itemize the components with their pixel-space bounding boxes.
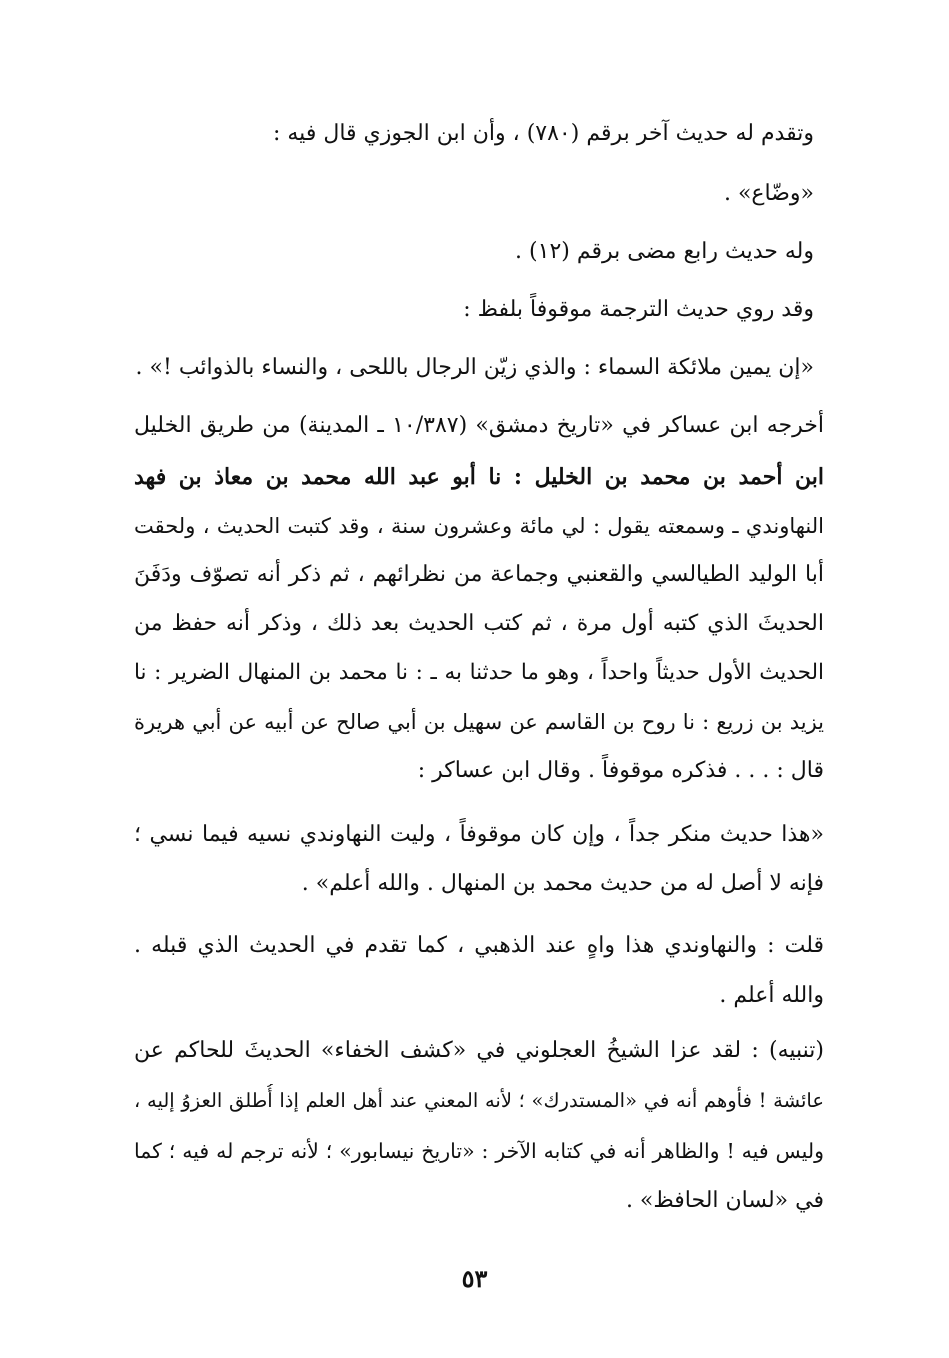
text-line-21: في «لسان الحافظ» .	[625, 1188, 824, 1213]
text-line-14: «هذا حديث منكر جداً ، وإن كان موقوفاً ، وليت النهاوندي نسيه فيما نسي ؛	[134, 822, 824, 847]
text-line-7: ابن أحمد بن محمد بن الخليل : نا أبو عبد الله محمد بن معاذ بن فهد	[134, 464, 824, 490]
text-line-2: «وضّاع» .	[723, 181, 814, 206]
text-line-13: قال : . . . فذكره موقوفاً . وقال ابن عساكر :	[417, 758, 824, 783]
text-line-16: قلت : والنهاوندي هذا واهٍ عند الذهبي ، كما تقدم في الحديث الذي قبله .	[134, 933, 824, 958]
text-line-18: (تنبيه) : لقد عزا الشيخُ العجلوني في «كشف الخفاء» الحديثَ للحاكم عن	[134, 1038, 824, 1063]
text-line-12: يزيد بن زريع : نا روح بن القاسم عن سهيل بن أبي صالح عن أبيه عن أبي هريرة	[134, 710, 824, 734]
text-line-20: وليس فيه ! والظاهر أنه في كتابه الآخر : «تاريخ نيسابور» ؛ لأنه ترجم له فيه ؛ كما	[134, 1139, 824, 1163]
text-line-5: «إن يمين ملائكة السماء : والذي زيّن الرجال باللحى ، والنساء بالذوائب !» .	[135, 355, 814, 380]
text-line-17: والله أعلم .	[719, 983, 824, 1008]
text-line-4: وقد روي حديث الترجمة موقوفاً بلفظ :	[463, 297, 814, 322]
text-line-6: أخرجه ابن عساكر في «تاريخ دمشق» (١٠/٣٨٧ ـ المدينة) من طريق الخليل	[134, 413, 824, 438]
text-line-1: وتقدم له حديث آخر برقم (٧٨٠) ، وأن ابن الجوزي قال فيه :	[272, 121, 814, 146]
text-line-9: أبا الوليد الطيالسي والقعنبي وجماعة من نظرائهم ، ثم ذكر أنه تصوّف ودَفَنَ	[134, 562, 824, 587]
text-line-3: وله حديث رابع مضى برقم (١٢) .	[515, 239, 814, 264]
page-number: ٥٣	[461, 1264, 488, 1293]
text-line-8: النهاوندي ـ وسمعته يقول : لي مائة وعشرون سنة ، وقد كتبت الحديث ، ولحقت	[134, 514, 824, 538]
text-line-11: الحديث الأول حديثاً واحداً ، وهو ما حدثنا به ـ : نا محمد بن المنهال الضرير : نا	[134, 660, 824, 685]
text-line-15: فإنه لا أصل له من حديث محمد بن المنهال . والله أعلم» .	[301, 871, 824, 896]
text-line-19: عائشة ! فأوهم أنه في «المستدرك» ؛ لأنه المعني عند أهل العلم إذا أُطلق العزوُ إليه ،	[134, 1089, 824, 1112]
text-line-10: الحديثَ الذي كتبه أول مرة ، ثم كتب الحديث بعد ذلك ، وذكر أنه حفظ من	[134, 611, 824, 636]
